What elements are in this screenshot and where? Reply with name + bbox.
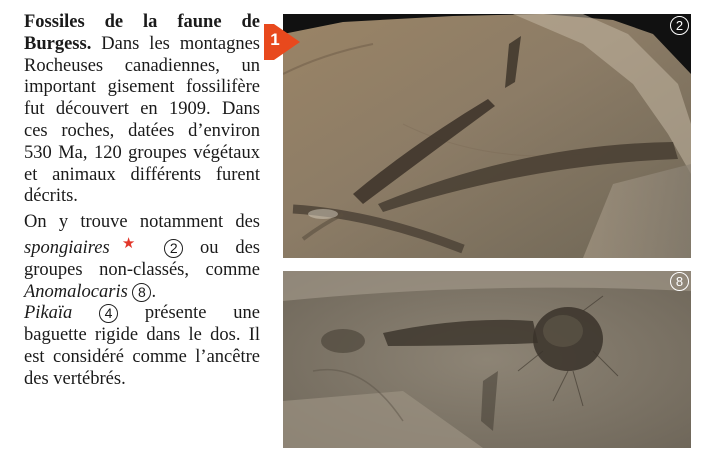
description-text <box>24 12 260 391</box>
figure-ref-4: 4 <box>99 304 118 323</box>
paragraph-3-body: présente une baguette rigide dans le dos. Il est considéré comme l’ancêtre des vertébrés. <box>24 303 260 389</box>
fossil-photo-sponges-image <box>283 14 691 258</box>
paragraph-2-middle: ou des groupes non-classés, comme <box>24 237 260 280</box>
paragraph-2-lead: On y trouve notamment des <box>24 212 260 233</box>
fossil-photo-anomalocaris-image <box>283 271 691 448</box>
paragraph-1 <box>24 12 260 208</box>
figure-ref-2: 2 <box>164 239 183 258</box>
term-spongiaires: spongiaires <box>24 237 110 258</box>
section-title: Fossiles de la faune de Burgess. <box>24 12 260 54</box>
figure-number-top: 2 <box>670 16 689 35</box>
figure-number-bottom: 8 <box>670 272 689 291</box>
glossary-star-icon: ★ <box>109 235 148 252</box>
section-marker-label: 1 <box>270 30 280 49</box>
paragraph-2 <box>24 212 260 390</box>
paragraph-2-end: . <box>151 281 157 302</box>
term-pikaia: Pikaïa <box>24 303 73 324</box>
figure-ref-8: 8 <box>132 283 151 302</box>
fossil-photo-anomalocaris <box>283 271 691 448</box>
paragraph-1-body: Dans les montagnes Rocheuses canadiennes, un important gisement fossilifère fut découvert en 1909. Dans ces roches, datées d’environ 530 Ma, 120 groupes végétaux et animaux différents furent décrits. <box>24 33 260 207</box>
fossil-photo-sponges <box>283 14 691 258</box>
term-anomalocaris: Anomalocaris <box>24 281 128 302</box>
